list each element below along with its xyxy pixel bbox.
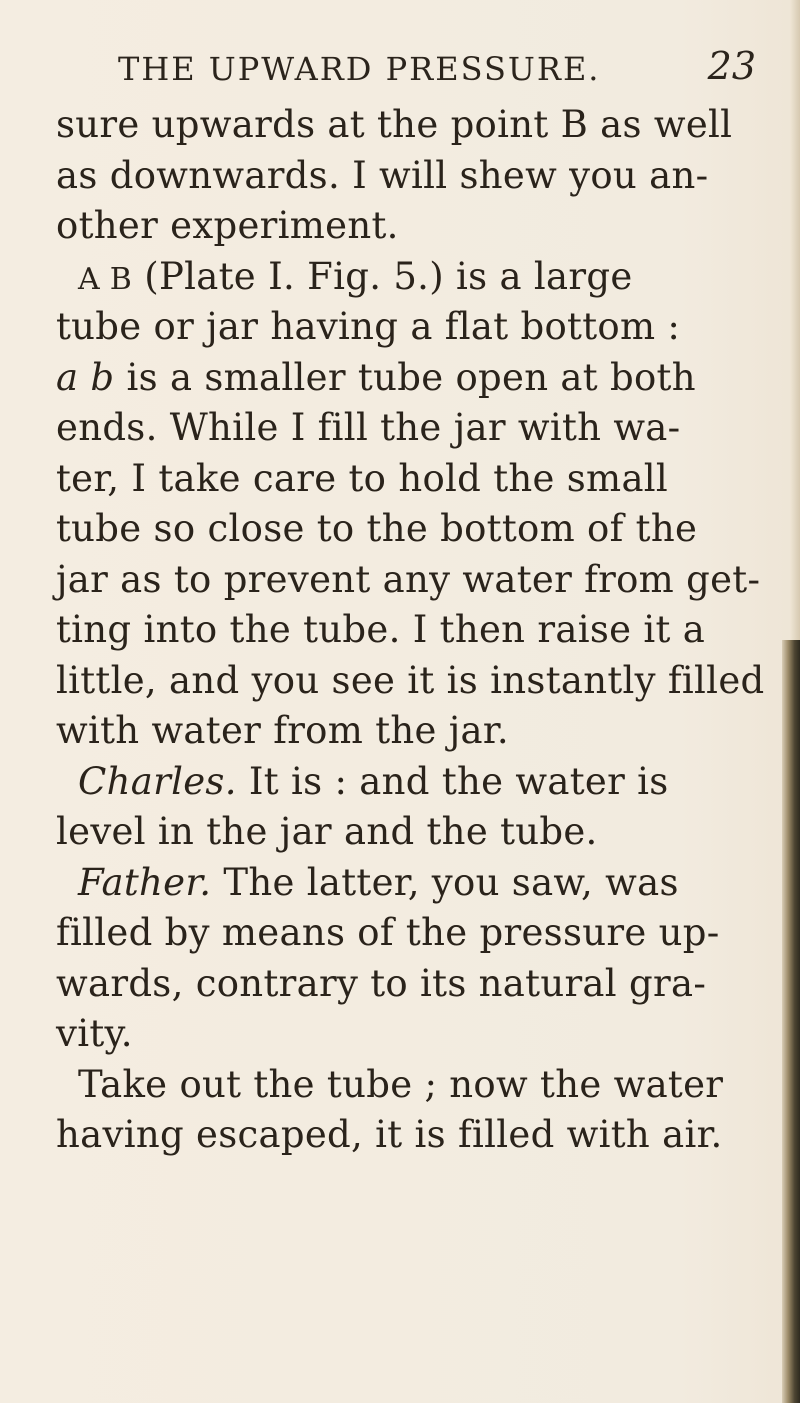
text-line: jar as to prevent any water from get- (56, 557, 761, 601)
text-line: level in the jar and the tube. (56, 810, 598, 853)
text-line: ter, I take care to hold the small (56, 456, 669, 500)
binding-shadow (782, 640, 800, 1403)
text-line (56, 252, 756, 303)
text-line: with water from the jar. (56, 709, 509, 752)
text-line: ting into the tube. I then raise it a (56, 608, 706, 651)
page-number: 23 (707, 44, 756, 88)
text-line: little, and you see it is instantly filled (56, 658, 765, 702)
text-line (56, 858, 756, 909)
body-text (56, 100, 765, 1161)
line-text: It is : and the water is (236, 759, 669, 803)
text-line: filled by means of the pressure up- (56, 911, 720, 954)
figure-label: a b (56, 355, 115, 399)
text-line: ends. While I fill the jar with wa- (56, 406, 681, 449)
page-edge-top (790, 0, 800, 640)
text-line (56, 353, 756, 404)
line-text: is a smaller tube open at both (114, 355, 696, 399)
text-line: tube so close to the bottom of the (56, 507, 698, 550)
line-text: The latter, you saw, was (211, 860, 679, 904)
text-line: having escaped, it is filled with air. (56, 1113, 723, 1156)
text-line: other experiment. (56, 204, 399, 247)
text-line: tube or jar having a flat bottom : (56, 305, 681, 348)
speaker-name: Charles. (78, 759, 237, 803)
page-header (118, 44, 764, 94)
running-head: THE UPWARD PRESSURE. (118, 50, 601, 88)
text-line (56, 757, 756, 808)
text-line: wards, contrary to its natural gra- (56, 961, 707, 1005)
text-line: vity. (56, 1012, 133, 1055)
text-line: as downwards. I will shew you an- (56, 153, 709, 197)
figure-label: A B (78, 261, 133, 297)
speaker-name: Father. (78, 860, 212, 904)
text-line: Take out the tube ; now the water (78, 1062, 724, 1106)
line-text: (Plate I. Fig. 5.) is a large (132, 254, 633, 298)
text-line: sure upwards at the point B as well (56, 103, 733, 146)
